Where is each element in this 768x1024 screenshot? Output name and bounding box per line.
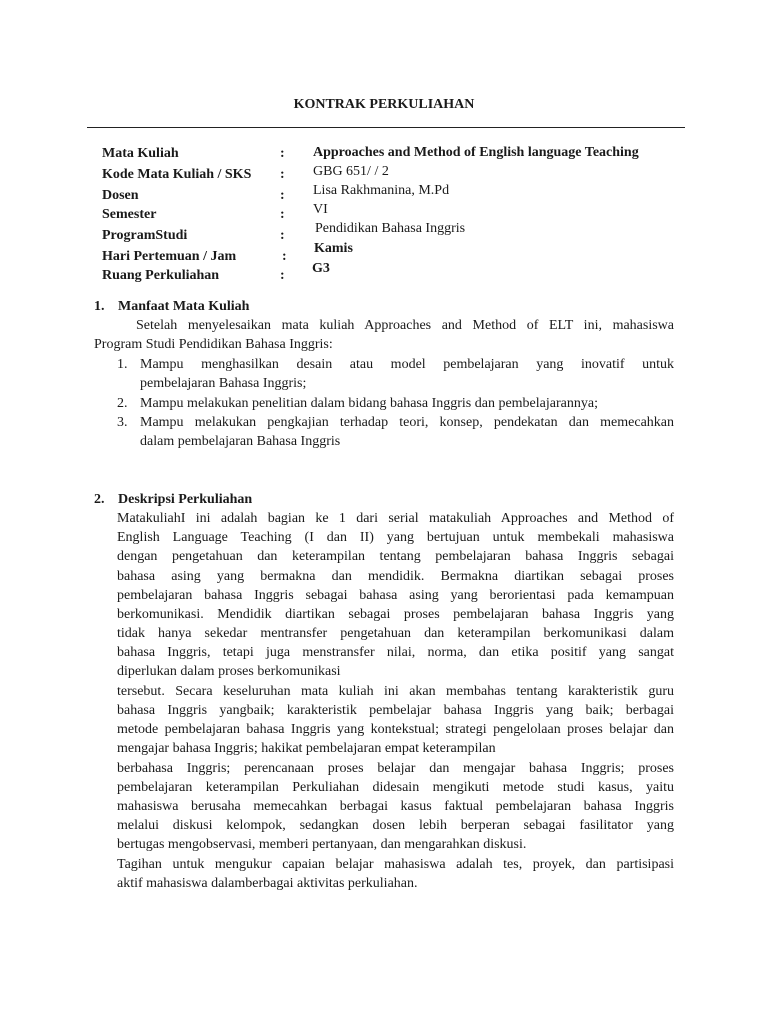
paragraph-line: Program Studi Pendidikan Bahasa Inggris:	[94, 337, 333, 352]
paragraph-line: berbahasa Inggris; perencanaan proses belajar dan mengajar bahasa Inggris; proses	[117, 761, 674, 776]
page-title: KONTRAK PERKULIAHAN	[293, 97, 475, 112]
label-semester: Semester	[102, 207, 157, 222]
value-mata-kuliah: Approaches and Method of English language Teaching	[313, 145, 639, 160]
paragraph-line: bahasa Inggris yangbaik; karakteristik pembelajar bahasa Inggris yang baik; berbagai	[117, 703, 674, 718]
paragraph-line: mengajar bahasa Inggris; hakikat pembelajaran empat keterampilan	[117, 741, 496, 756]
label-ruang-perkuliahan: Ruang Perkuliahan	[102, 268, 220, 283]
value-program-studi: Pendidikan Bahasa Inggris	[315, 221, 466, 236]
list-number: 1.	[117, 357, 128, 372]
list-number: 2.	[117, 396, 128, 411]
paragraph-line: diperlukan dalam proses berkomunikasi	[117, 664, 341, 679]
colon: :	[280, 146, 285, 161]
paragraph-line: tersebut. Secara keseluruhan mata kuliah ini akan membahas tentang karakteristik guru	[117, 684, 674, 699]
paragraph-line: aktif mahasiswa dalamberbagai aktivitas perkuliahan.	[117, 876, 418, 891]
paragraph-line: Tagihan untuk mengukur capaian belajar mahasiswa adalah tes, proyek, dan partisipasi	[117, 857, 674, 872]
paragraph-line: bahasa asing yang bermakna dan mendidik. Bermakna diartikan sebagai proses	[117, 569, 674, 584]
paragraph-line: mahasiswa berusaha memecahkan berbagai kasus faktual pembelajaran bahasa Inggris	[117, 799, 674, 814]
colon: :	[280, 167, 285, 182]
paragraph-line: melalui diskusi kelompok, sedangkan dosen lebih berperan sebagai fasilitator yang	[117, 818, 674, 833]
paragraph-line: dengan pengetahuan dan keterampilan tentang pembelajaran bahasa Inggris sebagai	[117, 549, 674, 564]
list-number: 3.	[117, 415, 128, 430]
label-mata-kuliah: Mata Kuliah	[102, 146, 179, 161]
paragraph-line: tidak hanya sekedar mentransfer pengetahuan dan keterampilan berkomunikasi dalam	[117, 626, 674, 641]
paragraph-line: berkomunikasi. Mendidik diartikan sebagai proses pembelajaran bahasa Inggris yang	[117, 607, 674, 622]
colon: :	[280, 207, 285, 222]
list-item-line: Mampu menghasilkan desain atau model pembelajaran yang inovatif untuk	[140, 357, 674, 372]
paragraph-line: English Language Teaching (I dan II) yang bertujuan untuk membekali mahasiswa	[117, 530, 674, 545]
label-kode-mata-kuliah: Kode Mata Kuliah / SKS	[102, 167, 252, 182]
title-divider	[87, 127, 685, 128]
colon: :	[280, 228, 285, 243]
value-dosen: Lisa Rakhmanina, M.Pd	[313, 183, 450, 198]
paragraph-line: bertugas mengobservasi, memberi pertanyaan, dan mengarahkan diskusi.	[117, 837, 527, 852]
list-item-line: Mampu melakukan pengkajian terhadap teori, konsep, pendekatan dan memecahkan	[140, 415, 674, 430]
paragraph-line: bahasa Inggris, tetapi juga menstransfer nilai, norma, dan etika positif yang sangat	[117, 645, 674, 660]
label-dosen: Dosen	[102, 188, 139, 203]
paragraph-line: metode pembelajaran bahasa Inggris yang kontekstual; strategi pengelolaan proses belajar dan	[117, 722, 674, 737]
list-item-line: Mampu melakukan penelitian dalam bidang bahasa Inggris dan pembelajarannya;	[140, 396, 598, 411]
colon: :	[280, 268, 285, 283]
section-heading: Deskripsi Perkuliahan	[118, 492, 253, 507]
section-number: 2.	[94, 492, 105, 507]
label-program-studi: ProgramStudi	[102, 228, 188, 243]
value-hari-pertemuan: Kamis	[314, 241, 353, 256]
paragraph-line: pembelajaran keterampilan Perkuliahan didesain mengikuti metode studi kasus, yaitu	[117, 780, 674, 795]
list-item-line: dalam pembelajaran Bahasa Inggris	[140, 434, 341, 449]
paragraph-line: MatakuliahI ini adalah bagian ke 1 dari serial matakuliah Approaches and Method of	[117, 511, 674, 526]
colon: :	[280, 188, 285, 203]
list-item-line: pembelajaran Bahasa Inggris;	[140, 376, 307, 391]
value-ruang-perkuliahan: G3	[312, 261, 330, 276]
section-number: 1.	[94, 299, 105, 314]
label-hari-pertemuan: Hari Pertemuan / Jam	[102, 249, 237, 264]
value-kode-mata-kuliah: GBG 651/ / 2	[313, 164, 389, 179]
section-heading: Manfaat Mata Kuliah	[118, 299, 250, 314]
paragraph-line: pembelajaran bahasa Inggris sebagai bahasa asing yang berorientasi pada kemampuan	[117, 588, 674, 603]
paragraph-line: Setelah menyelesaikan mata kuliah Approaches and Method of ELT ini, mahasiswa	[136, 318, 674, 333]
value-semester: VI	[313, 202, 328, 217]
colon: :	[282, 249, 287, 264]
